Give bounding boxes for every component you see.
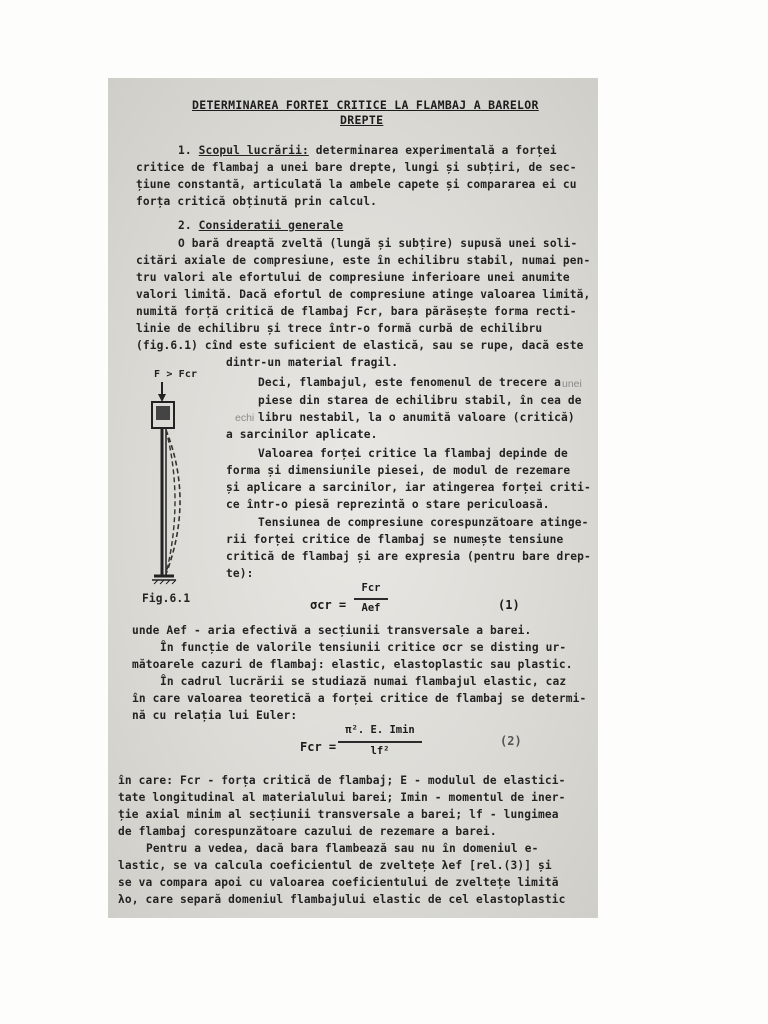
valoarea-line: Valoarea forței critice la flambaj depinde de [258,447,568,460]
figure-caption: Fig.6.1 [142,592,191,605]
document-title-line1: DETERMINAREA FORTEI CRITICE LA FLAMBAJ A BARELOR [192,98,539,112]
equation1-numerator: Fcr [361,582,381,594]
section2-heading: Consideratii generale [198,219,344,232]
flambaj-line: a sarcinilor aplicate. [226,428,378,441]
equation1-denominator: Aef [361,602,381,614]
after-eq2-line: lastic, se va calcula coeficientul de zveltețe λef [rel.(3)] și [118,859,552,872]
equation2-tag: (2) [500,734,522,748]
after-eq2-line: tate longitudinal al materialului barei; Imin - momentul de iner- [118,791,566,804]
section2-line: numită forță critică de flambaj Fcr, bara părăsește forma recti- [136,305,577,318]
flambaj-line: piese din starea de echilibru stabil, în cea de [258,394,582,407]
section2-line: O bară dreaptă zveltă (lungă și subțire) supusă unei soli- [178,237,578,250]
valoarea-line: și aplicare a sarcinilor, iar atingerea forței criti- [226,481,591,494]
equation2-lhs: Fcr = [300,740,337,754]
overlay-word-unei: unei [562,378,582,390]
tensiunea-line: critică de flambaj și are expresia (pentru bare drep- [226,550,591,563]
section1-heading: Scopul lucrării: [198,144,309,157]
section2-line: citări axiale de compresiune, este în echilibru stabil, numai pen- [136,254,591,267]
tensiunea-line: rii forței critice de flambaj se numește tensiune [226,533,564,546]
buckling-column-drawing [152,382,180,584]
equation2-numerator: π². E. Imin [345,724,415,736]
tensiunea-line: Tensiunea de compresiune corespunzătoare atinge- [258,516,589,529]
after-eq1-line: mătoarele cazuri de flambaj: elastic, elastoplastic sau plastic. [132,658,573,671]
section1-line: țiune constantă, articulată la ambele capete și compararea ei cu [136,178,577,191]
document-title-line2: DREPTE [340,113,384,127]
section2-line: dintr-un material fragil. [226,356,399,369]
after-eq2-line: de flambaj corespunzătoare cazului de rezemare a barei. [118,825,497,838]
section2-line: valori limită. Dacă efortul de compresiune atinge valoarea limită, [136,288,591,301]
after-eq1-line: în care valoarea teoretică a forței critice de flambaj se determi- [132,692,587,705]
section1-first-line [178,144,557,158]
section1-line: forța critică obținută prin calcul. [136,195,377,208]
after-eq1-line: nă cu relația lui Euler: [132,709,298,722]
section2-line: tru valori ale efortului de compresiune inferioare unei anumite [136,271,570,284]
buckling-column-figure [140,380,230,610]
equation1-lhs: σcr = [310,598,347,612]
after-eq2-line: se va compara apoi cu valoarea coeficientului de zveltețe limită [118,876,559,889]
tensiunea-line: te): [226,567,254,580]
after-eq1-line: În funcție de valorile tensiunii critice σcr se disting ur- [160,641,567,654]
section2-line: linie de echilibru și trece într-o formă curbă de echilibru [136,322,543,335]
after-eq1-line: unde Aef - aria efectivă a secțiunii transversale a barei. [132,624,532,637]
flambaj-line: libru nestabil, la o anumită valoare (critică) [258,411,575,424]
section2-heading-line [178,219,343,233]
after-eq2-line: în care: Fcr - forța critică de flambaj; E - modulul de elastici- [118,774,566,787]
equation1-tag: (1) [498,598,520,612]
equation2-fraction-bar [338,741,422,743]
after-eq1-line: În cadrul lucrării se studiază numai flambajul elastic, caz [160,675,567,688]
after-eq2-line: ție axial minim al secțiunii transversale a barei; lf - lungimea [118,808,559,821]
section1-number: 1. [178,144,192,157]
after-eq2-line: Pentru a vedea, dacă bara flambează sau nu în domeniul e- [146,842,539,855]
overlay-word-echi: echi [235,412,255,424]
equation1-fraction-bar [354,598,388,600]
after-eq2-line: λo, care separă domeniul flambajului elastic de cel elastoplastic [118,893,566,906]
section1-line: determinarea experimentală a forței [315,144,557,157]
valoarea-line: ce într-o piesă reprezintă o stare periculoasă. [226,498,550,511]
valoarea-line: forma și dimensiunile piesei, de modul de rezemare [226,464,571,477]
flambaj-line: Deci, flambajul, este fenomenul de trecere a [258,376,561,389]
equation2-denominator: lf² [370,745,390,757]
section2-number: 2. [178,219,192,232]
section2-line: (fig.6.1) cînd este suficient de elastică, sau se rupe, dacă este [136,339,584,352]
figure-force-label: F > Fcr [154,369,198,380]
section1-line: critice de flambaj a unei bare drepte, lungi și subțiri, de sec- [136,161,577,174]
